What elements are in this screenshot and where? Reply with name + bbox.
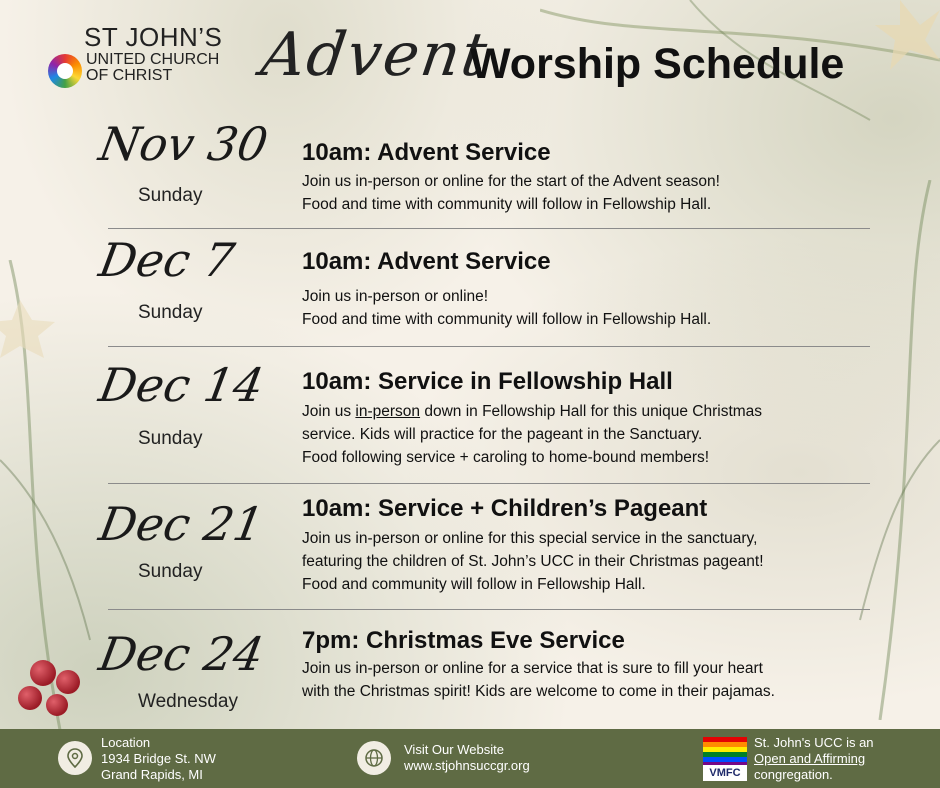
service-day: Wednesday [138,691,238,712]
service-description [302,285,711,331]
description-line: Join us in-person or online! [302,288,489,305]
vmfc-badge: VMFC [703,765,747,781]
service-title: 10am: Service in Fellowship Hall [302,368,673,395]
ucc-comma-logo-icon [48,54,82,88]
ona-line1: St. John's UCC is an [754,735,874,750]
description-line: featuring the children of St. John’s UCC in their Christmas pageant! [302,553,764,570]
description-line: Food following service + caroling to home-bound members! [302,449,710,466]
service-date: Dec 24 [95,627,268,681]
service-description [302,400,762,469]
service-description [302,170,720,216]
service-title: 10am: Service + Children’s Pageant [302,495,708,522]
service-date: Dec 7 [95,233,239,287]
logo-subtitle-line1: UNITED CHURCH [86,51,220,68]
address-line1: 1934 Bridge St. NW [101,751,216,766]
description-line: with the Christmas spirit! Kids are welcome to come in their pajamas. [302,683,775,700]
service-title: 10am: Advent Service [302,248,551,275]
description-line: Food and time with community will follow in Fellowship Hall. [302,311,712,328]
service-day: Sunday [138,428,203,449]
globe-icon [357,741,391,775]
service-day: Sunday [138,185,203,206]
logo-subtitle-line2: OF CHRIST [86,67,173,84]
address-line2: Grand Rapids, MI [101,767,203,782]
divider [108,346,870,347]
description-line: Join us in-person or online for a service that is sure to fill your heart [302,660,763,677]
pine-branch-right-decoration [820,180,940,720]
service-date: Dec 14 [95,358,268,412]
divider [108,483,870,484]
service-date: Dec 21 [95,497,268,551]
website-block [404,742,530,774]
ona-line3: congregation. [754,767,833,782]
page-title: Worship Schedule [470,40,845,88]
service-date: Nov 30 [95,117,272,171]
service-day: Sunday [138,561,203,582]
website-label: Visit Our Website [404,742,504,757]
church-logo [44,22,244,92]
description-line: Join us in-person or online for the start of the Advent season! [302,173,720,190]
header [0,0,940,115]
service-title: 7pm: Christmas Eve Service [302,627,625,654]
location-label: Location [101,735,151,750]
open-affirming-link[interactable]: Open and Affirming [754,751,866,766]
website-link[interactable]: www.stjohnsuccgr.org [404,758,530,773]
service-title: 10am: Advent Service [302,139,551,166]
service-description [302,527,764,596]
description-line: Food and time with community will follow in Fellowship Hall. [302,196,712,213]
description-line: Join us in-person down in Fellowship Hall for this unique Christmas [302,403,763,420]
description-line: service. Kids will practice for the pageant in the Sanctuary. [302,426,703,443]
advent-script-heading: Advent [257,20,493,90]
footer [0,729,940,788]
divider [108,228,870,229]
service-day: Sunday [138,302,203,323]
description-line: Join us in-person or online for this special service in the sanctuary, [302,530,758,547]
location-block [101,735,216,783]
service-description [302,657,775,703]
open-affirming-block [754,735,874,783]
in-person-emphasis: in-person [355,403,421,420]
description-line: Food and community will follow in Fellowship Hall. [302,576,646,593]
location-pin-icon [58,741,92,775]
divider [108,609,870,610]
logo-title: ST JOHN’S [84,22,223,52]
